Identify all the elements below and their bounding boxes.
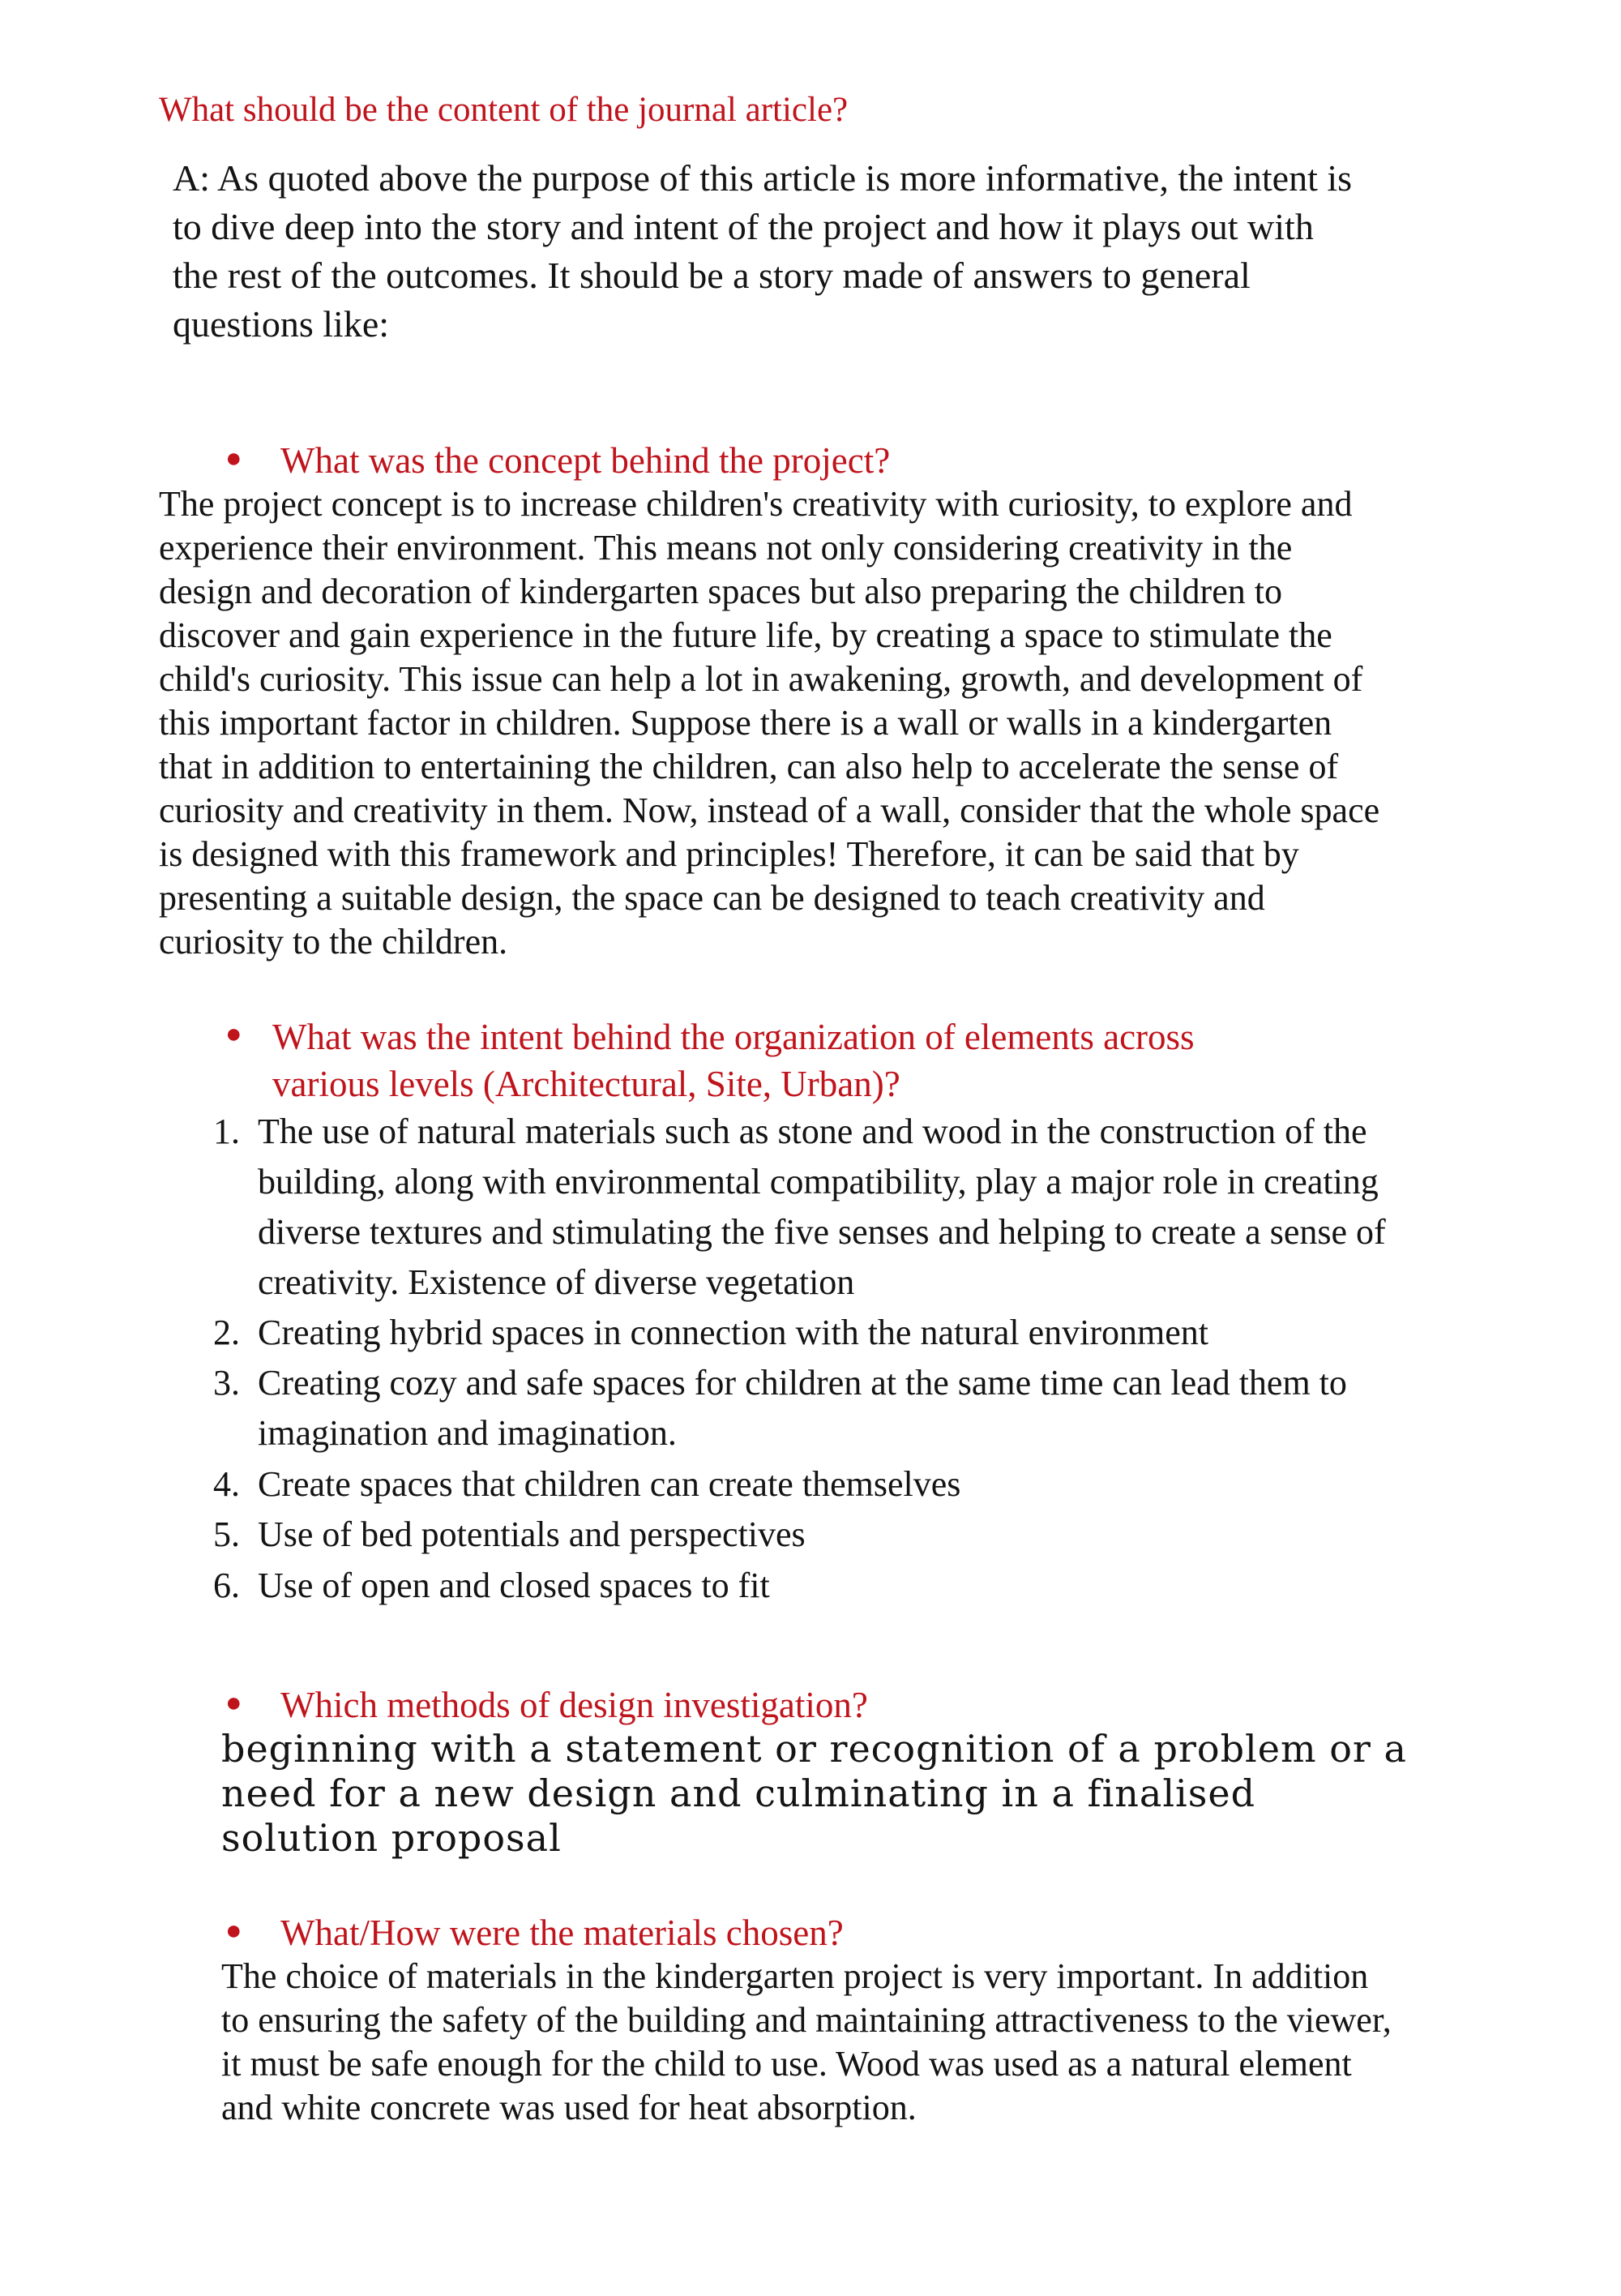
bullet-dot: ● bbox=[225, 1019, 242, 1049]
bullet-dot: ● bbox=[225, 443, 242, 473]
list-item-line: Use of bed potentials and perspectives bbox=[258, 1514, 806, 1554]
materials-question: What/How were the materials chosen? bbox=[280, 1913, 844, 1953]
top-question-heading: What should be the content of the journal article? bbox=[159, 91, 849, 129]
list-item-line: diverse textures and stimulating the five senses and helping to create a sense of bbox=[258, 1212, 1386, 1252]
list-item-number: 6. bbox=[213, 1566, 240, 1605]
list-item bbox=[258, 1358, 1347, 1459]
list-item-line: imagination and imagination. bbox=[258, 1413, 677, 1453]
list-item-line: creativity. Existence of diverse vegetation bbox=[258, 1262, 855, 1302]
intro-answer-line: to dive deep into the story and intent of the project and how it plays out with bbox=[173, 206, 1314, 247]
intro-answer-line: A: As quoted above the purpose of this article is more informative, the intent is bbox=[173, 157, 1353, 199]
concept-answer-line: this important factor in children. Suppose there is a wall or walls in a kindergarten bbox=[159, 703, 1332, 743]
list-item bbox=[258, 1308, 1208, 1358]
list-item-number: 5. bbox=[213, 1514, 240, 1554]
list-item-number: 2. bbox=[213, 1313, 240, 1352]
materials-answer-line: and white concrete was used for heat absorption. bbox=[221, 2088, 917, 2127]
list-item-line: Creating hybrid spaces in connection with the natural environment bbox=[258, 1313, 1209, 1352]
concept-answer-line: is designed with this framework and principles! Therefore, it can be said that by bbox=[159, 834, 1299, 874]
concept-answer bbox=[159, 482, 1379, 964]
methods-answer-line: beginning with a statement or recognition of a problem or a bbox=[221, 1727, 1407, 1771]
organization-question-line: various levels (Architectural, Site, Urban)? bbox=[272, 1064, 900, 1104]
bullet-dot: ● bbox=[225, 1688, 242, 1718]
list-item-number: 3. bbox=[213, 1363, 240, 1403]
materials-answer-line: to ensuring the safety of the building and maintaining attractiveness to the viewer, bbox=[221, 2000, 1392, 2040]
list-item bbox=[258, 1459, 960, 1510]
concept-answer-line: curiosity to the children. bbox=[159, 922, 508, 962]
list-item-line: The use of natural materials such as stone and wood in the construction of the bbox=[258, 1112, 1367, 1151]
concept-question: What was the concept behind the project? bbox=[280, 440, 891, 481]
organization-question-line: What was the intent behind the organization of elements across bbox=[272, 1017, 1195, 1057]
intro-answer-line: the rest of the outcomes. It should be a story made of answers to general bbox=[173, 255, 1251, 296]
concept-answer-line: design and decoration of kindergarten spaces but also preparing the children to bbox=[159, 572, 1282, 611]
materials-answer-line: The choice of materials in the kindergarten project is very important. In addition bbox=[221, 1956, 1369, 1996]
list-item-line: Creating cozy and safe spaces for children at the same time can lead them to bbox=[258, 1363, 1347, 1403]
intro-answer bbox=[173, 154, 1453, 349]
concept-answer-line: presenting a suitable design, the space can be designed to teach creativity and bbox=[159, 878, 1265, 918]
methods-answer-line: need for a new design and culminating in a finalised bbox=[221, 1771, 1256, 1815]
concept-answer-line: child's curiosity. This issue can help a lot in awakening, growth, and development of bbox=[159, 659, 1363, 699]
methods-answer bbox=[221, 1727, 1407, 1861]
concept-answer-line: experience their environment. This means not only considering creativity in the bbox=[159, 528, 1293, 568]
list-item-line: Create spaces that children can create themselves bbox=[258, 1464, 961, 1504]
concept-answer-line: that in addition to entertaining the children, can also help to accelerate the sense of bbox=[159, 747, 1339, 786]
list-item-line: building, along with environmental compatibility, play a major role in creating bbox=[258, 1162, 1379, 1202]
list-item bbox=[258, 1561, 770, 1611]
concept-answer-line: The project concept is to increase children's creativity with curiosity, to explore and bbox=[159, 484, 1353, 524]
organization-question bbox=[272, 1013, 1195, 1107]
methods-answer-line: solution proposal bbox=[221, 1816, 562, 1860]
concept-answer-line: discover and gain experience in the future life, by creating a space to stimulate the bbox=[159, 615, 1332, 655]
list-item-number: 1. bbox=[213, 1112, 240, 1151]
materials-answer bbox=[221, 1955, 1392, 2130]
materials-answer-line: it must be safe enough for the child to use. Wood was used as a natural element bbox=[221, 2044, 1352, 2084]
concept-answer-line: curiosity and creativity in them. Now, instead of a wall, consider that the whole space bbox=[159, 790, 1380, 830]
methods-question: Which methods of design investigation? bbox=[280, 1685, 868, 1725]
list-item bbox=[258, 1510, 806, 1560]
bullet-dot: ● bbox=[225, 1916, 242, 1946]
intro-answer-line: questions like: bbox=[173, 303, 390, 345]
list-item bbox=[258, 1107, 1386, 1308]
list-item-line: Use of open and closed spaces to fit bbox=[258, 1566, 770, 1605]
list-item-number: 4. bbox=[213, 1464, 240, 1504]
